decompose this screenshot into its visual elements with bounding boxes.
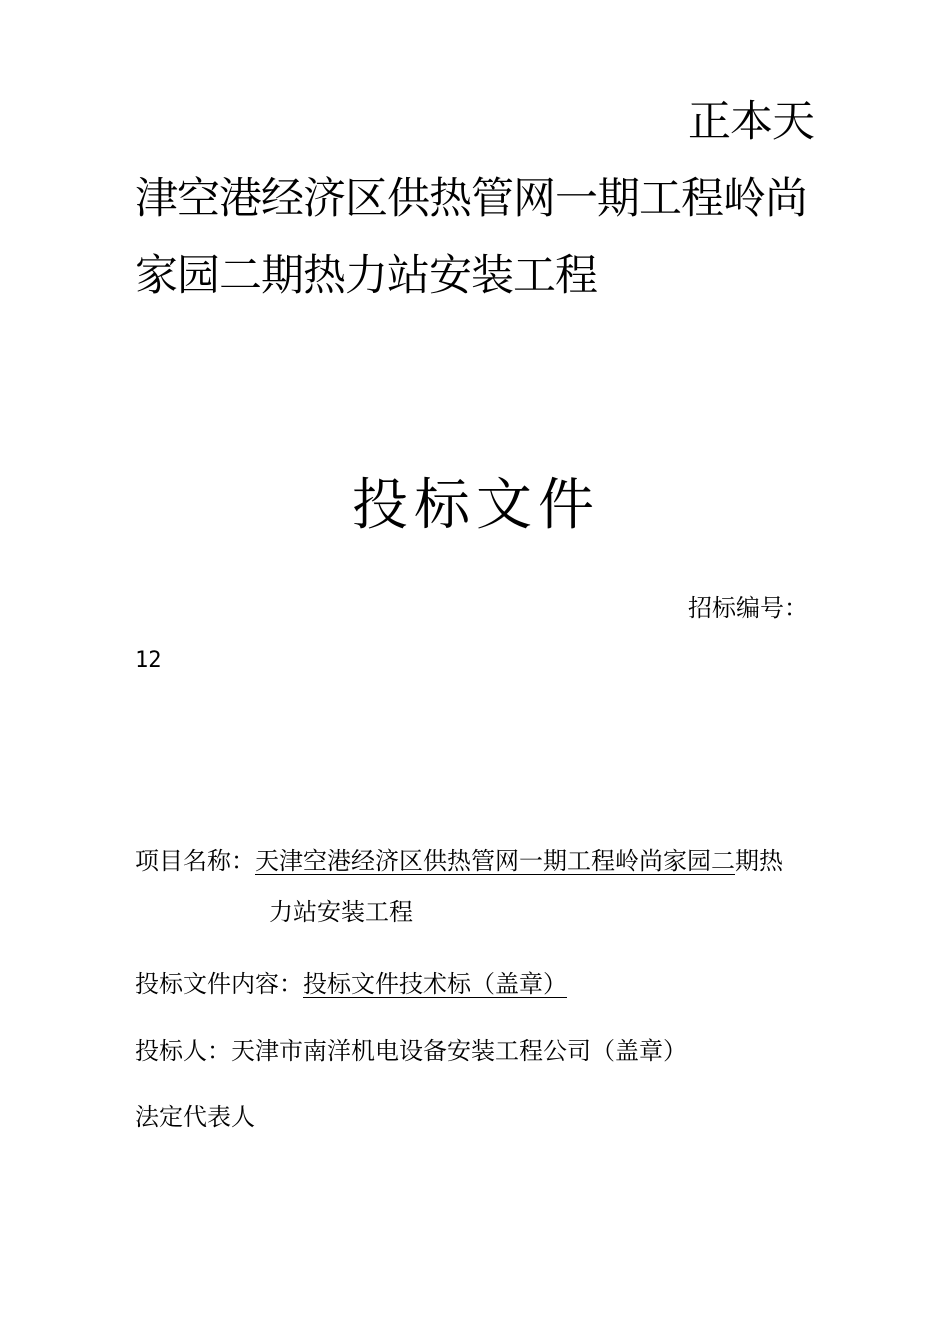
project-name-value-line2: 力站安装工程 bbox=[269, 898, 413, 926]
title-line-3: 家园二期热力站安装工程 bbox=[135, 251, 597, 301]
project-name-row bbox=[135, 849, 783, 873]
content-row bbox=[135, 972, 567, 996]
legal-rep-label: 法定代表人 bbox=[135, 1103, 255, 1131]
project-name-label: 项目名称： bbox=[135, 847, 255, 875]
doc-heading: 投标文件 bbox=[352, 473, 600, 538]
project-name-value-rest: 期热 bbox=[735, 847, 783, 875]
bidder-label: 投标人： bbox=[135, 1037, 231, 1065]
title-line-2: 津空港经济区供热管网一期工程岭尚 bbox=[135, 174, 807, 224]
content-label: 投标文件内容： bbox=[135, 970, 303, 998]
bid-number-value: 12 bbox=[135, 648, 162, 673]
title-line-1: 正本天 bbox=[688, 97, 814, 147]
content-value: 投标文件技术标（盖章） bbox=[303, 970, 567, 998]
bid-number-label: 招标编号： bbox=[688, 594, 808, 622]
project-name-value: 天津空港经济区供热管网一期工程岭尚家园二 bbox=[255, 847, 735, 875]
bidder-value: 天津市南洋机电设备安装工程公司（盖章） bbox=[231, 1037, 687, 1065]
bidder-row bbox=[135, 1039, 687, 1063]
